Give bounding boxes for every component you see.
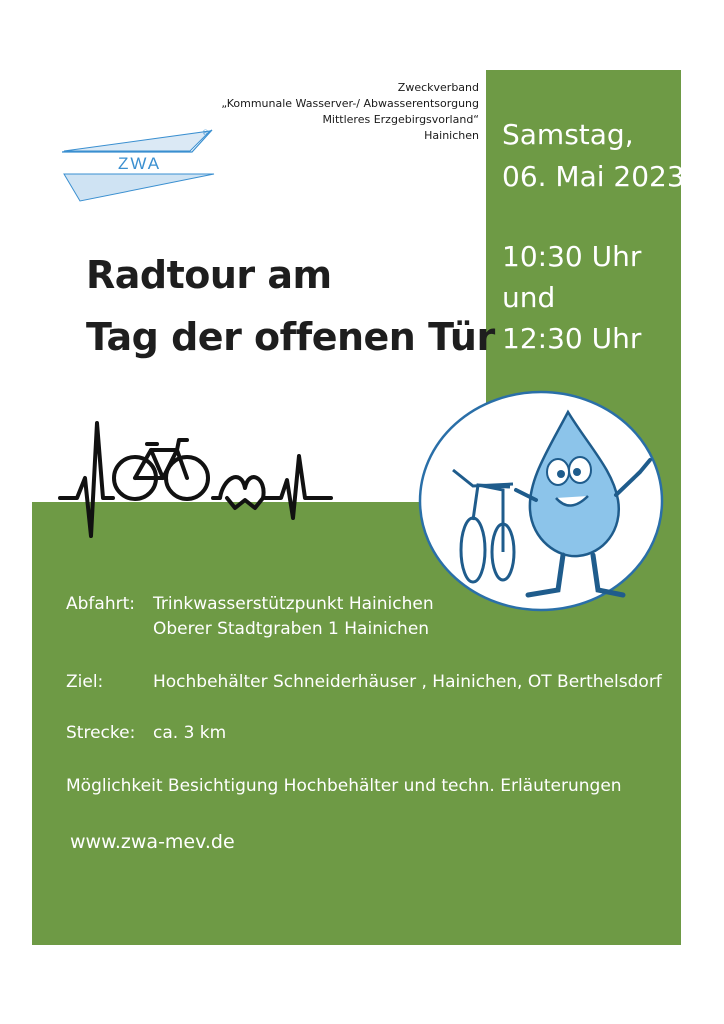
title-line-1: Radtour am bbox=[86, 253, 332, 297]
org-line-4: Hainichen bbox=[424, 129, 479, 142]
destination-label: Ziel: bbox=[66, 672, 104, 692]
page-title bbox=[86, 244, 495, 368]
departure-line-1: Trinkwasserstützpunkt Hainichen bbox=[153, 594, 434, 614]
tour-note: Möglichkeit Besichtigung Hochbehälter und techn. Erläuterungen bbox=[66, 776, 622, 796]
registered-mark: ® bbox=[202, 129, 209, 137]
org-line-3: Mittleres Erzgebirgsvorland“ bbox=[322, 113, 479, 126]
time-1: 10:30 Uhr bbox=[502, 240, 642, 273]
time-connector: und bbox=[502, 281, 556, 314]
organization-block bbox=[221, 80, 479, 144]
destination-value: Hochbehälter Schneiderhäuser , Hainichen, OT Berthelsdorf bbox=[153, 672, 662, 692]
distance-value: ca. 3 km bbox=[153, 723, 227, 743]
departure-label: Abfahrt: bbox=[66, 594, 135, 614]
distance-label: Strecke: bbox=[66, 723, 136, 743]
date-line-2: 06. Mai 2023 bbox=[502, 160, 685, 193]
heartbeat-bicycle-icon bbox=[55, 418, 340, 543]
departure-line-2: Oberer Stadtgraben 1 Hainichen bbox=[153, 619, 430, 639]
water-drop-mascot-image bbox=[418, 390, 664, 612]
date-line-1: Samstag, bbox=[502, 118, 634, 151]
org-line-1: Zweckverband bbox=[397, 81, 479, 94]
zwa-logo bbox=[62, 125, 217, 205]
event-date bbox=[502, 114, 685, 198]
website-link[interactable]: www.zwa-mev.de bbox=[70, 831, 235, 853]
org-line-2: „Kommunale Wasserver-/ Abwasserentsorgung bbox=[221, 97, 479, 110]
time-2: 12:30 Uhr bbox=[502, 322, 642, 355]
logo-text: ZWA bbox=[118, 154, 162, 173]
title-line-2: Tag der offenen Tür bbox=[86, 315, 495, 359]
event-times bbox=[502, 236, 641, 359]
